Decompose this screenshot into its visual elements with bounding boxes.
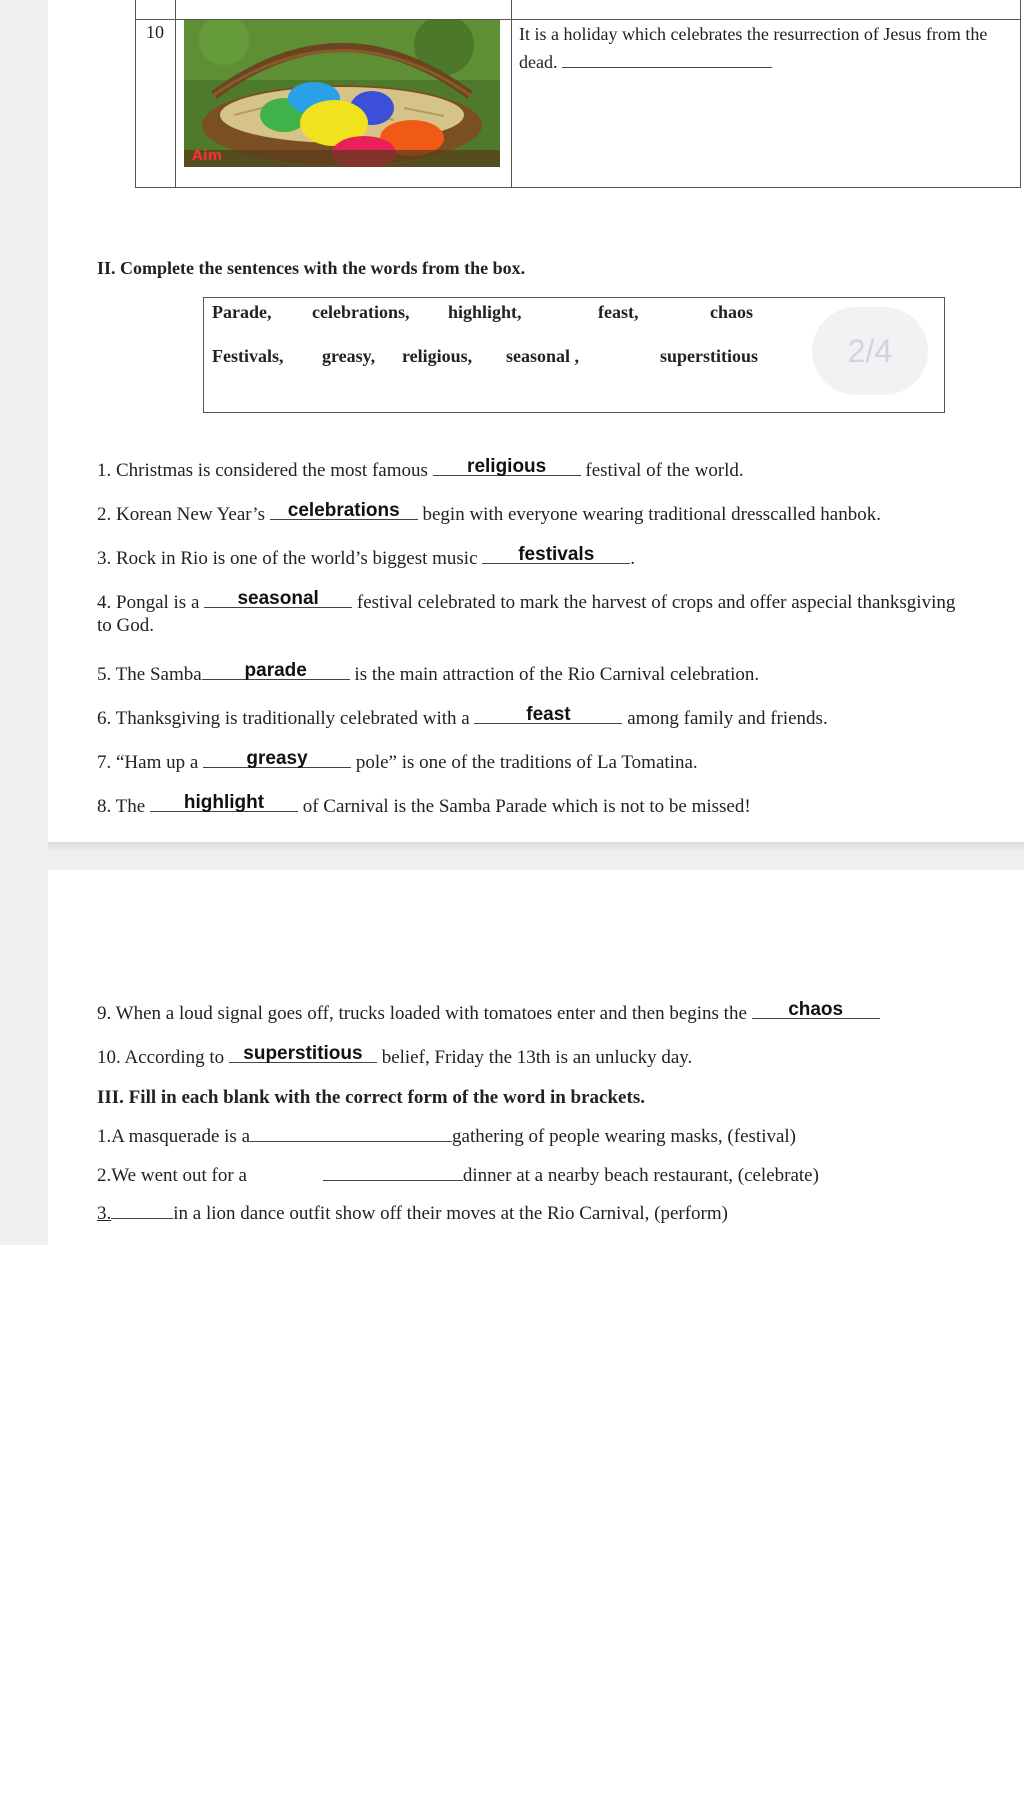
- empty-area: [0, 1245, 1024, 1805]
- box-word: seasonal ,: [506, 346, 580, 366]
- page-divider: [48, 842, 1024, 852]
- section-3-heading: III. Fill in each blank with the correct form of the word in brackets.: [97, 1087, 645, 1108]
- answer-blank[interactable]: highlight: [150, 791, 298, 812]
- box-word: highlight,: [448, 302, 522, 322]
- answer-blank[interactable]: parade: [202, 659, 350, 680]
- answer-blank[interactable]: feast: [474, 703, 622, 724]
- answer-blank[interactable]: [323, 1180, 463, 1181]
- sentence-7: 7. “Ham up a greasy pole” is one of the traditions of La Tomatina.: [97, 748, 698, 773]
- document-page-2: [48, 870, 1024, 1245]
- answer-blank[interactable]: greasy: [203, 747, 351, 768]
- sentence-10: 10. According to superstitious belief, Friday the 13th is an unlucky day.: [97, 1043, 693, 1068]
- section-2-heading: II. Complete the sentences with the words from the box.: [97, 258, 526, 278]
- answer-blank[interactable]: chaos: [752, 998, 880, 1019]
- sentence-4: 4. Pongal is a seasonal festival celebrated to mark the harvest of crops and offer aspecial thanksgiving: [97, 588, 956, 613]
- fill-1: 1.A masquerade is a gathering of people wearing masks, (festival): [97, 1126, 797, 1147]
- answer-blank[interactable]: [250, 1141, 452, 1142]
- exercise-table: [135, 0, 1021, 188]
- svg-text:Aim: Aim: [192, 148, 223, 164]
- answer-blank[interactable]: superstitious: [229, 1042, 377, 1063]
- sentence-4-continued: to God.: [97, 615, 154, 636]
- answer-blank[interactable]: [562, 67, 772, 68]
- box-word: feast,: [598, 302, 639, 322]
- answer-blank[interactable]: seasonal: [204, 587, 352, 608]
- box-word: greasy,: [322, 346, 376, 366]
- box-word: Festivals,: [212, 346, 284, 366]
- sentence-1: 1. Christmas is considered the most famous religious festival of the world.: [97, 456, 744, 481]
- easter-basket-image: [184, 20, 500, 167]
- page-indicator: 2/4: [812, 307, 928, 395]
- sentence-9: 9. When a loud signal goes off, trucks loaded with tomatoes enter and then begins the chaos: [97, 998, 880, 1025]
- box-word: religious,: [402, 346, 473, 366]
- box-word: superstitious: [660, 346, 759, 366]
- fill-3: 3. in a lion dance outfit show off their moves at the Rio Carnival, (perform): [97, 1203, 728, 1224]
- sentence-6: 6. Thanksgiving is traditionally celebrated with a feast among family and friends.: [97, 704, 828, 729]
- sentence-2: 2. Korean New Year’s celebrations begin with everyone wearing traditional dresscalled hanbok.: [97, 500, 881, 525]
- answer-blank[interactable]: celebrations: [270, 499, 418, 520]
- description-text: It is a holiday which celebrates the resurrection of Jesus from the dead.: [519, 24, 988, 72]
- box-word: Parade,: [212, 302, 272, 322]
- row-number: 10: [146, 22, 164, 42]
- box-word: celebrations,: [312, 302, 410, 322]
- sentence-8: 8. The highlight of Carnival is the Samba Parade which is not to be missed!: [97, 792, 751, 817]
- answer-blank[interactable]: religious: [433, 455, 581, 476]
- row-description: [519, 20, 1014, 76]
- answer-blank[interactable]: [111, 1218, 173, 1219]
- sentence-5: 5. The Samba parade is the main attraction of the Rio Carnival celebration.: [97, 660, 760, 685]
- fill-2: 2.We went out for a dinner at a nearby beach restaurant, (celebrate): [97, 1165, 819, 1186]
- document-page-1: [48, 0, 1024, 842]
- answer-blank[interactable]: festivals: [482, 543, 630, 564]
- box-word: chaos: [710, 302, 754, 322]
- sentence-3: 3. Rock in Rio is one of the world’s biggest music festivals .: [97, 544, 636, 569]
